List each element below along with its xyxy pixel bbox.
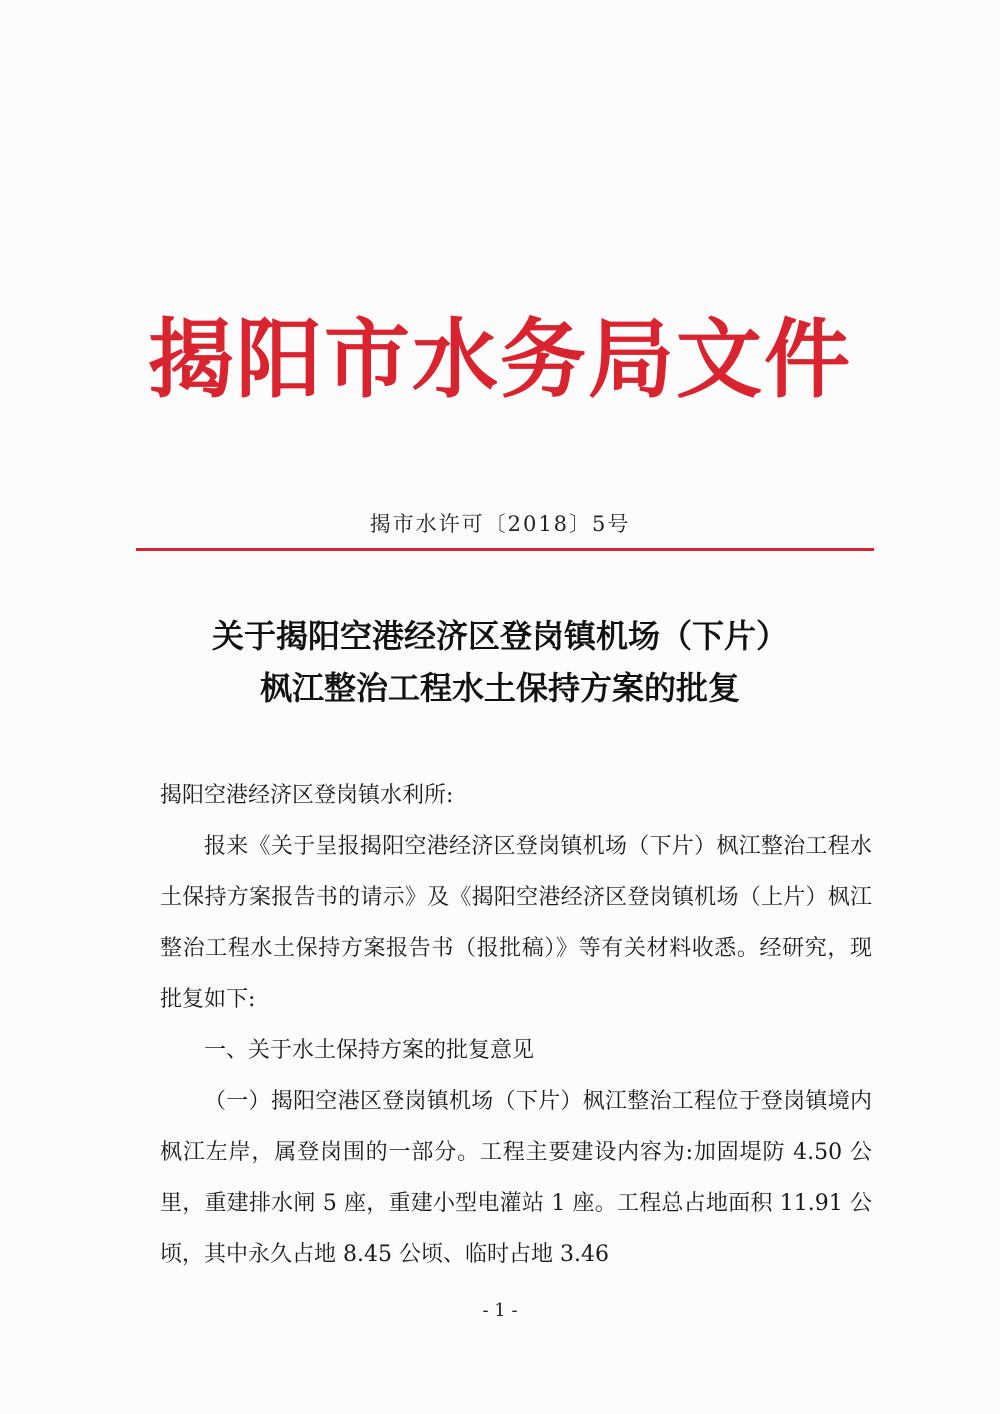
title-line-1: 关于揭阳空港经济区登岗镇机场（下片） [211, 617, 788, 655]
section-heading-1: 一、关于水土保持方案的批复意见 [204, 1038, 535, 1063]
document-body [160, 770, 872, 1280]
body-paragraph-1: 报来《关于呈报揭阳空港经济区登岗镇机场（下片）枫江整治工程水土保持方案报告书的请示》及《揭阳空港经济区登岗镇机场（上片）枫江整治工程水土保持方案报告书（报批稿）》等有关材料收悉。经研究，现批复如下: [160, 834, 872, 1012]
body-paragraph-2: （一）揭阳空港区登岗镇机场（下片）枫江整治工程位于登岗镇境内枫江左岸，属登岗围的一部分。工程主要建设内容为:加固堤防 4.50 公里，重建排水闸 5 座，重建小型电灌站 1 座。工程总占地面积 11.91 公顷，其中永久占地 8.45 公顷、临时占地 3.46 [160, 1089, 872, 1267]
title-line-2: 枫江整治工程水土保持方案的批复 [259, 669, 740, 707]
document-title [0, 610, 1000, 714]
page-number: - 1 - [482, 1300, 518, 1321]
addressee: 揭阳空港经济区登岗镇水利所: [160, 783, 454, 808]
red-divider-line [136, 548, 874, 551]
document-number: 揭市水许可〔2018〕5号 [369, 512, 631, 536]
masthead-title: 揭阳市水务局文件 [148, 309, 852, 410]
